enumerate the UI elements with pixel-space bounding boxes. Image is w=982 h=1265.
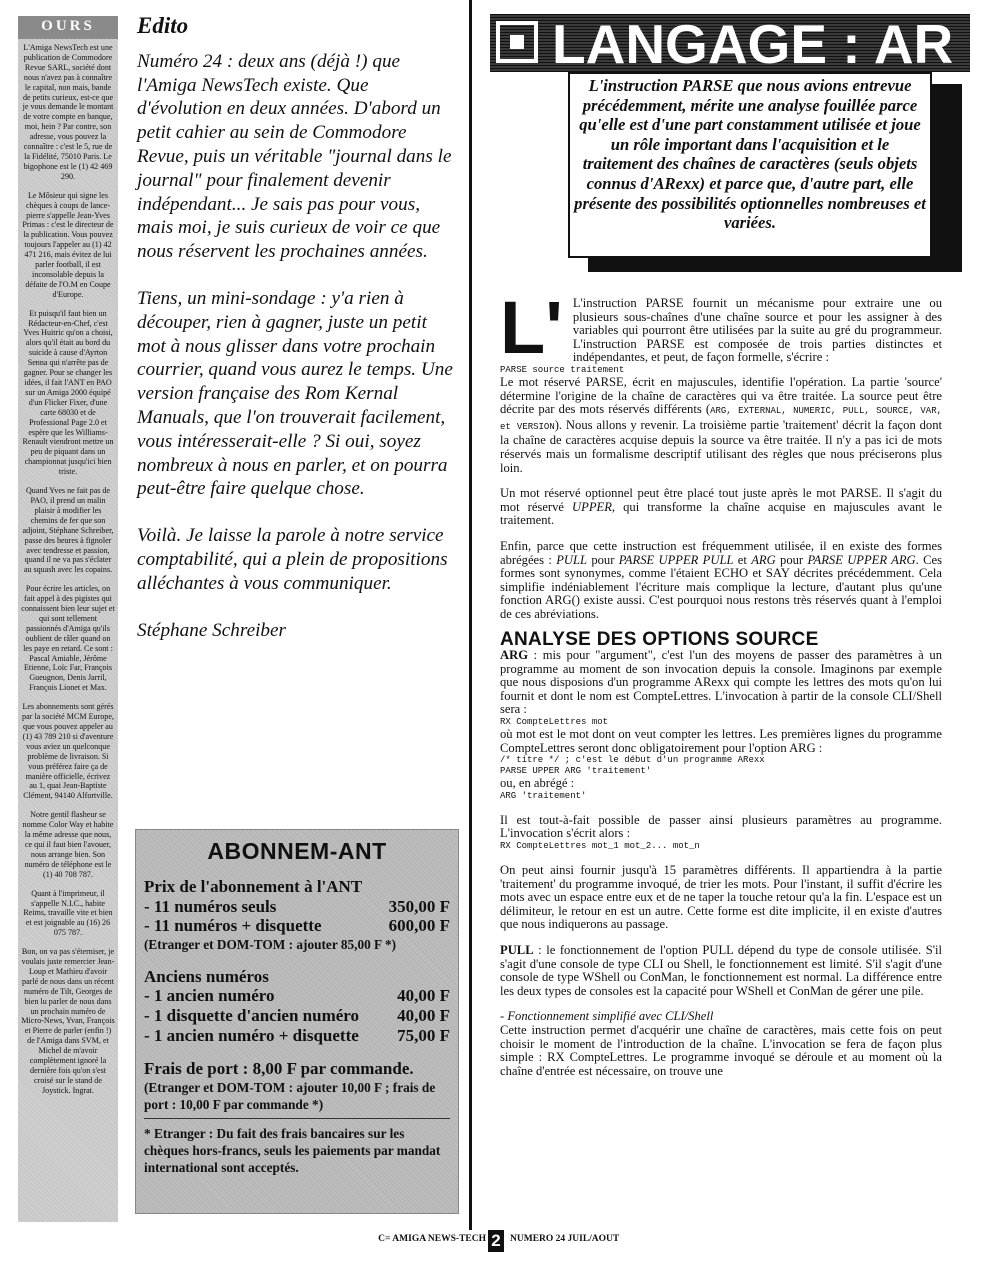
ours-paragraph: Et puisqu'il faut bien un Rédacteur-en-Chef, c'est Yves Huitric qu'on a choisi, alors qu'il était au bord du suicide à cause d'Ayrton Senna qui n'arrête pas de gagner. Pour se changer les idées, il fait l'ANT en PAO sur un Amiga 2000 équipé d'un Flicker Fixer, d'une carte 68030 et de Professional Page 2.0 et espère que les Williams-Renault viendront mettre un peu de piquant dans un championnat jusqu'ici bien triste. xyxy=(22,308,114,477)
ours-paragraph: Quant à l'imprimeur, il s'appelle N.I.C., habite Reims, travaille vite et bien et est joignable au (16) 26 075 787. xyxy=(23,888,113,938)
article-paragraph: PULL : le fonctionnement de l'option PULL dépend du type de console utilisée. S'il s'agit d'une console de type CLI ou Shell, le fonctionnement est limité. S'il s'agit d'une console de type WShell ou ConMan, le fonctionnement est normal. La différence entre les deux types de consoles est la capacité pour WShell et ConMan de gérer une pile. xyxy=(500,942,942,998)
subsection-title: - Fonctionnement simplifié avec CLI/Shell xyxy=(500,1009,714,1024)
edito-signature: Stéphane Schreiber xyxy=(137,619,287,641)
article-paragraph: ou, en abrégé : xyxy=(500,776,575,791)
back-issues-heading: Anciens numéros xyxy=(144,966,269,986)
section-title: LANGAGE : AR xyxy=(552,14,954,72)
article-body xyxy=(500,286,943,1090)
shipping-heading: Frais de port : 8,00 F par commande. xyxy=(144,1059,414,1079)
ours-paragraph: Pour écrire les articles, on fait appel à des pigistes qui connaissent bien leur sujet et qui sont tellement passionnés d'Amiga qu'ils oublient de râler quand on les paye en retard. Ce sont : Pascal Amiable, Jérôme Etienne, Loïc Far, François Gueugnon, Denis Jarril, François Lionet et Max. xyxy=(21,584,115,693)
code-line: RX CompteLettres mot xyxy=(500,717,609,728)
ours-sidebar xyxy=(18,16,118,1222)
edito-paragraph: Tiens, un mini-sondage : y'a rien à découper, rien à gagner, juste un petit mot à nous glisser dans votre prochain courrier, quand vous aurez le temps. Une version française des Rom Kernal Manuals, que l'on trouverait facilement, vous intéresserait-elle ? Si oui, soyez nombreux à nous en parler, et on pourra peut-être faire quelque chose. xyxy=(137,287,453,500)
article-paragraph: Le mot réservé PARSE, écrit en majuscules, identifie l'opération. La partie 'source' détermine l'origine de la chaîne de caractères qui va être traitée. La source peut être décrite par des mots réservés différents (ARG, EXTERNAL, NUMERIC, PULL, SOURCE, VAR, et VERSION). Nous allons y revenir. La troisième partie 'traitement' décrit la façon dont la chaîne de caractères acquise depuis la source va être traitée. Il n'y a pas ici de mots réservés mais un formalisme descriptif utilisant des règles que nous préciserons plus loin. xyxy=(500,374,942,475)
article-paragraph: Un mot réservé optionnel peut être placé tout juste après le mot PARSE. Il s'agit du mot réservé UPPER, qui transforme la chaîne acquise en majuscules avant le traitement. xyxy=(500,486,942,528)
ours-text xyxy=(18,39,118,1096)
edito-title: Edito xyxy=(137,13,189,38)
ours-paragraph: Notre gentil flasheur se nomme Color Way et habite la même adresse que nous, ce qui il faut bien l'avouer, nous arrange bien. Son numéro de téléphone est le (1) 40 708 787. xyxy=(22,810,114,879)
column-divider xyxy=(469,0,472,1230)
intro-box: L'instruction PARSE que nous avions entrevue précédemment, mérite une analyse fouillée parce qu'elle est d'une part constamment utilisée et joue un rôle important dans l'acquisition et le traitement des chaînes de caractères (seuls objets connus d'ARexx) et parce que, d'autre part, elle présente des possibilités optionnelles nombreuses et variées. xyxy=(568,72,932,258)
ours-title: OURS xyxy=(18,16,118,39)
code-line: ARG 'traitement' xyxy=(500,790,587,801)
footer-publication: C= AMIGA NEWS-TECH xyxy=(378,1234,486,1244)
square-logo-icon xyxy=(496,21,538,63)
ours-paragraph: L'Amiga NewsTech est une publication de Commodore Revue SARL, société dont nous n'avez pas à connaître le capital, non mais, bande de petits curieux, est-ce que je vous demande le montant de votre compte en banque, moi, hein ? Par contre, son adresse, vous pouvez la connaître : c'est le 5, rue de la Fidélité, 75010 Paris. Le bigophone est le (1) 42 469 290. xyxy=(22,43,114,181)
ours-paragraph: Quand Yves ne fait pas de PAO, il prend un malin plaisir à modifier les chemins de fer que son adjoint, Stéphane Schreiber, passe des heures à fignoler avec tendresse et passion, quand il ne va pas s'éclater au squash avec les copains. xyxy=(22,486,114,575)
price-label: - 1 ancien numéro + disquette xyxy=(144,1025,359,1045)
subscription-box xyxy=(135,829,459,1214)
edito-column xyxy=(137,14,455,665)
price-value: 600,00 F xyxy=(388,916,450,936)
price-value: 40,00 F xyxy=(397,986,450,1006)
section-header xyxy=(490,14,970,72)
footer-issue: NUMERO 24 JUIL/AOUT xyxy=(510,1234,620,1244)
price-label: - 1 ancien numéro xyxy=(144,986,275,1006)
drop-cap: L' xyxy=(500,286,563,369)
options-heading: ANALYSE DES OPTIONS SOURCE xyxy=(500,629,819,651)
ours-paragraph: Les abonnements sont gérés par la société MCM Europe, que vous pouvez appeler au (1) 43 789 210 si d'aventure vous aviez un quelconque problème de livraison. Si vous préférez faire ça de manière officielle, écrivez au 1, quai Jean-Baptiste Clément, 94140 Alfortville. xyxy=(22,702,114,801)
article-paragraph: Enfin, parce que cette instruction est fréquemment utilisée, il en existe des formes abrégées : PULL pour PARSE UPPER PULL et ARG pour PARSE UPPER ARG. Ces formes sont synonymes, comme l'étaient ECHO et SAY décrites précédemment. Cela simplifie indéniablement l'écriture mais complique la lecture, d'autant plus qu'une fonction ARG() existe aussi. C'est pourquoi nous restons très réservés quant à l'emploi de ces abréviations. xyxy=(500,538,943,621)
price-label: - 11 numéros seuls xyxy=(144,896,277,916)
edito-paragraph: Numéro 24 : deux ans (déjà !) que l'Amiga NewsTech existe. Que d'évolution en deux années. D'abord un petit cahier au sein de Commodore Revue, puis un véritable "journal dans le journal" pour finalement devenir indépendant... Je sais pas pour vous, mais moi, je suis curieux de voir ce que nous réservent les prochaines années. xyxy=(137,50,452,263)
ours-paragraph: Le Môsieur qui signe les chèques à coups de lance-pierre s'appelle Jean-Yves Primas : c'est le directeur de la publication. Vous pouvez toujours l'appeler au (1) 42 471 216, mais évitez de lui parler football, il est inconsolable depuis la défaite de l'O.M en Coupe d'Europe. xyxy=(22,190,114,299)
price-label: - 1 disquette d'ancien numéro xyxy=(144,1005,360,1025)
price-row xyxy=(144,1026,450,1046)
code-line: PARSE source traitement xyxy=(500,364,625,375)
shipping-note: (Etranger et DOM-TOM : ajouter 10,00 F ; frais de port : 10,00 F par commande *) xyxy=(144,1079,436,1112)
price-row xyxy=(144,916,450,936)
code-line: /* titre */ ; c'est le début d'un programme ARexx xyxy=(500,755,765,766)
price-label: - 11 numéros + disquette xyxy=(144,916,322,936)
article-paragraph: L'instruction PARSE fournit un mécanisme pour extraire une ou plusieurs sous-chaînes d'une chaîne source et pour les assigner à des variables qui pourront être utilisées par la suite au gré du programmeur. L'instruction PARSE est composée de trois parties distinctes et indépendantes, et peut, de façon formelle, s'écrire : xyxy=(572,296,942,365)
payment-footnote: * Etranger : Du fait des frais bancaires sur les chèques hors-francs, seuls les paiements par mandat international sont acceptés. xyxy=(144,1125,441,1175)
article-paragraph: où mot est le mot dont on veut compter les lettres. Les premières lignes du programme CompteLettres seront donc obligatoirement pour l'option ARG : xyxy=(500,727,942,755)
article-paragraph: ARG : mis pour "argument", c'est l'un des moyens de passer des paramètres à un programme au moment de son invocation depuis la console. Imaginons par exemple que nous disposions d'un programme ARexx qui compte les lettres des mots qu'on lui fournit et dont le nom est CompteLettres. L'invocation à partir de la console CLI/Shell sera : xyxy=(500,648,942,717)
price-row xyxy=(144,897,450,917)
price-row xyxy=(144,986,450,1006)
article-paragraph: Il est tout-à-fait possible de passer ainsi plusieurs paramètres au programme. L'invocation s'écrit alors : xyxy=(500,812,942,841)
ours-paragraph: Bon, on va pas s'éterniser, je voulais juste remercier Jean-Loup et Mathieu d'avoir parlé de nous dans un récent numéro de Tilt, Georges de bien lu parler de nous dans un prochain numéro de Micro-News, Yvan, François et Pierre de parler (enfin !) de l'Amiga dans SVM, et Michel de m'avoir complètement ignoré la dernière fois qu'on s'est croisé sur le stand de Joystick. Ingrat. xyxy=(21,947,115,1095)
page-footer xyxy=(0,1230,982,1252)
code-line: PARSE UPPER ARG 'traitement' xyxy=(500,766,652,777)
page-number: 2 xyxy=(488,1230,504,1252)
price-row xyxy=(144,1006,450,1026)
price-value: 350,00 F xyxy=(388,896,450,916)
article-paragraph: On peut ainsi fournir jusqu'à 15 paramètres différents. Il appartiendra à la partie 'traitement' du programme invoqué, de trier les mots. Pour l'instant, il suffit d'écrire les mots avec un espace entre eux et de ne taper la touche retour qu'a la fin. L'espace est un délimiteur, le retour en est un autre. Cette forme est dite implicite, il en existe d'autres que nous indiquerons au passage. xyxy=(500,863,942,932)
price-heading: Prix de l'abonnement à l'ANT xyxy=(144,877,363,896)
edito-paragraph: Voilà. Je laisse la parole à notre service comptabilité, qui a plein de propositions alléchantes à vous communiquer. xyxy=(137,525,448,594)
price-value: 40,00 F xyxy=(397,1005,450,1025)
code-line: RX CompteLettres mot_1 mot_2... mot_n xyxy=(500,841,700,851)
price-value: 75,00 F xyxy=(397,1025,450,1045)
foreign-note: (Etranger et DOM-TOM : ajouter 85,00 F *) xyxy=(144,936,397,952)
subscription-title: ABONNEM-ANT xyxy=(207,838,387,864)
article-paragraph: Cette instruction permet d'acquérir une chaîne de caractères, mais cette fois on peut choisir le moment de l'introduction de la chaîne. L'invocation se fera de façon plus simple : RX CompteLettres. Le programme invoqué se déroule et au moment où la chaîne d'entrée est nécessaire, on trouve une xyxy=(500,1022,942,1078)
